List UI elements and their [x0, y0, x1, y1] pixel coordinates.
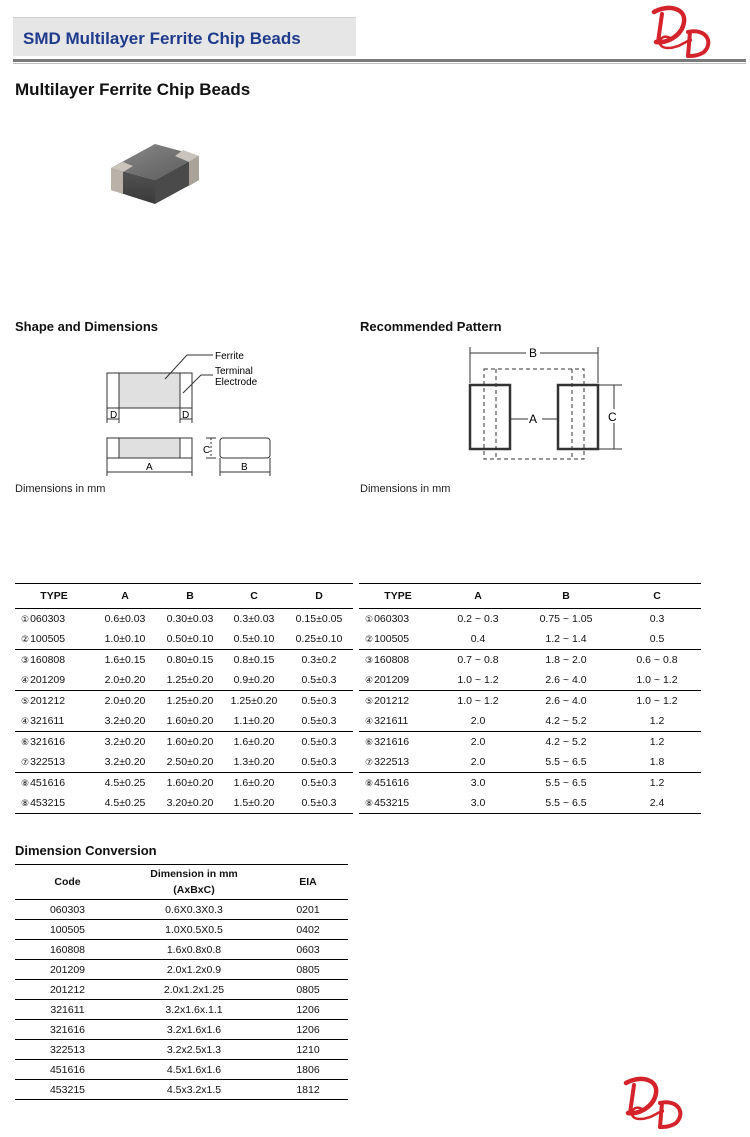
dim-d-cell: 0.5±0.3 [301, 695, 337, 707]
dim-a-cell: 0.6±0.03 [104, 613, 146, 625]
dim-c-cell: 0.9±0.20 [233, 674, 275, 686]
type-cell [15, 609, 93, 630]
dim-c-cell: 1.5±0.20 [233, 797, 275, 809]
pattern-a-cell: 3.0 [470, 777, 486, 789]
table-row [15, 960, 348, 980]
code-cell: 321616 [15, 1020, 120, 1040]
type-code: 453215 [374, 797, 410, 809]
dim-d-cell: 0.25±0.10 [295, 633, 343, 645]
col-b: B [186, 590, 194, 602]
dim-b-cell: 2.50±0.20 [166, 756, 214, 768]
dim-d-cell: 0.5±0.3 [301, 797, 337, 809]
dimension-cell: 1.6x0.8x0.8 [120, 940, 268, 960]
type-number: ② [365, 634, 374, 644]
shape-dimension-drawing [95, 343, 280, 481]
dim-c-cell: 1.6±0.20 [233, 736, 275, 748]
dim-a-cell: 1.6±0.15 [104, 654, 146, 666]
code-cell: 201209 [15, 960, 120, 980]
dim-a-cell: 1.0±0.10 [104, 633, 146, 645]
pattern-units-note: Dimensions in mm [360, 483, 451, 495]
dim-b-cell: 1.60±0.20 [166, 777, 214, 789]
table-row [359, 773, 701, 794]
type-cell [15, 732, 93, 753]
dim-c-cell: 0.3±0.03 [233, 613, 275, 625]
pattern-a-cell: 0.4 [470, 633, 486, 645]
col-type: TYPE [384, 590, 412, 602]
chip-bead-photo [105, 138, 205, 213]
pattern-b-cell: 1.2 ~ 1.4 [545, 633, 587, 645]
dim-c-cell: 0.5±0.10 [233, 633, 275, 645]
dim-d-cell: 0.5±0.3 [301, 674, 337, 686]
table-row [15, 1020, 348, 1040]
pattern-c-cell: 1.0 ~ 1.2 [636, 674, 678, 686]
pattern-a-cell: 2.0 [470, 736, 486, 748]
col-dimension-line1: Dimension in mm [150, 868, 238, 880]
dim-a-cell: 3.2±0.20 [104, 715, 146, 727]
eia-cell: 1812 [268, 1080, 348, 1100]
type-cell [359, 773, 437, 794]
type-number: ① [21, 614, 30, 624]
dim-d-cell: 0.3±0.2 [301, 654, 337, 666]
table-row [15, 773, 353, 794]
dim-a-label: A [146, 462, 153, 473]
type-number: ⑤ [365, 696, 374, 706]
company-logo [640, 2, 720, 60]
dim-d-cell: 0.5±0.3 [301, 777, 337, 789]
col-dimension [120, 865, 268, 900]
code-cell: 322513 [15, 1040, 120, 1060]
table-row [15, 940, 348, 960]
type-number: ③ [365, 655, 374, 665]
dim-c-cell: 1.3±0.20 [233, 756, 275, 768]
table-row [15, 1080, 348, 1100]
type-cell [15, 629, 93, 650]
type-cell [359, 691, 437, 712]
type-code: 201212 [374, 695, 410, 707]
pattern-a-cell: 2.0 [470, 715, 486, 727]
pattern-a-label: A [529, 412, 538, 426]
type-number: ② [21, 634, 30, 644]
dim-a-cell: 2.0±0.20 [104, 674, 146, 686]
type-number: ⑥ [21, 737, 30, 747]
code-cell: 100505 [15, 920, 120, 940]
code-cell: 060303 [15, 900, 120, 920]
logo-text: QD [680, 32, 682, 33]
eia-cell: 0805 [268, 960, 348, 980]
type-cell [15, 650, 93, 671]
dim-c-label: C [203, 445, 211, 456]
pattern-b-cell: 5.5 ~ 6.5 [545, 777, 587, 789]
dim-b-cell: 3.20±0.20 [166, 797, 214, 809]
dim-a-cell: 4.5±0.25 [104, 797, 146, 809]
page-title: Multilayer Ferrite Chip Beads [15, 80, 251, 99]
type-code: 100505 [374, 633, 410, 645]
type-code: 201209 [30, 674, 66, 686]
pattern-c-cell: 1.0 ~ 1.2 [636, 695, 678, 707]
type-cell [15, 691, 93, 712]
col-a: A [121, 590, 129, 602]
table-row [359, 752, 701, 773]
dimension-cell: 3.2x1.6x.1.1 [120, 1000, 268, 1020]
dimension-cell: 4.5x1.6x1.6 [120, 1060, 268, 1080]
type-cell [15, 711, 93, 732]
type-code: 321611 [374, 715, 409, 727]
pattern-b-cell: 0.75 ~ 1.05 [539, 613, 593, 625]
dim-d-left: D [110, 410, 118, 421]
type-code: 322513 [30, 756, 66, 768]
table-header-row [15, 584, 353, 609]
col-type: TYPE [40, 590, 68, 602]
electrode-label: Electrode [215, 377, 258, 388]
type-code: 321611 [30, 715, 65, 727]
type-number: ⑧ [365, 778, 374, 788]
pattern-b-cell: 5.5 ~ 6.5 [545, 797, 587, 809]
table-row [15, 670, 353, 691]
table-header-row [15, 865, 348, 900]
pattern-b-cell: 5.5 ~ 6.5 [545, 756, 587, 768]
dimension-cell: 1.0X0.5X0.5 [120, 920, 268, 940]
dim-b-label: B [241, 462, 248, 473]
eia-cell: 0402 [268, 920, 348, 940]
type-code: 100505 [30, 633, 66, 645]
eia-cell: 1206 [268, 1000, 348, 1020]
dim-b-cell: 0.80±0.15 [166, 654, 214, 666]
pattern-b-cell: 2.6 ~ 4.0 [545, 674, 587, 686]
pattern-a-cell: 1.0 ~ 1.2 [457, 674, 499, 686]
type-code: 321616 [30, 736, 66, 748]
type-number: ⑥ [365, 737, 374, 747]
shape-section-title: Shape and Dimensions [15, 319, 159, 334]
col-d: D [315, 590, 323, 602]
type-cell [359, 629, 437, 650]
eia-cell: 0201 [268, 900, 348, 920]
dim-b-cell: 0.50±0.10 [166, 633, 214, 645]
type-code: 201212 [30, 695, 66, 707]
pattern-c-cell: 1.2 [649, 715, 665, 727]
table-row [15, 752, 353, 773]
dim-b-cell: 1.60±0.20 [166, 715, 214, 727]
pattern-a-cell: 3.0 [470, 797, 486, 809]
type-cell [15, 670, 93, 691]
eia-cell: 1206 [268, 1020, 348, 1040]
type-number: ⑧ [21, 798, 30, 808]
code-cell: 160808 [15, 940, 120, 960]
table-row [15, 793, 353, 814]
table-row [15, 609, 353, 630]
dim-c-cell: 1.6±0.20 [233, 777, 275, 789]
dim-d-cell: 0.5±0.3 [301, 736, 337, 748]
table-row [15, 691, 353, 712]
table-row [15, 629, 353, 650]
table-row [15, 980, 348, 1000]
table-row [15, 1040, 348, 1060]
table-row [15, 732, 353, 753]
type-number: ④ [365, 716, 374, 726]
dimension-cell: 3.2x2.5x1.3 [120, 1040, 268, 1060]
type-number: ⑦ [21, 757, 30, 767]
table-row [15, 1000, 348, 1020]
type-cell [15, 752, 93, 773]
pattern-c-cell: 0.3 [649, 613, 665, 625]
type-number: ⑤ [21, 696, 30, 706]
dim-d-cell: 0.5±0.3 [301, 756, 337, 768]
code-cell: 453215 [15, 1080, 120, 1100]
pattern-c-label: C [608, 410, 617, 424]
type-number: ① [365, 614, 374, 624]
dimension-cell: 2.0x1.2x0.9 [120, 960, 268, 980]
dim-d-right: D [182, 410, 190, 421]
col-c: C [653, 590, 661, 602]
dim-a-cell: 4.5±0.25 [104, 777, 146, 789]
eia-cell: 0805 [268, 980, 348, 1000]
pattern-c-cell: 1.8 [649, 756, 665, 768]
type-cell [359, 650, 437, 671]
dim-b-cell: 1.25±0.20 [166, 674, 214, 686]
type-cell [15, 773, 93, 794]
type-cell [359, 609, 437, 630]
type-number: ④ [21, 716, 30, 726]
dimension-cell: 2.0x1.2x1.25 [120, 980, 268, 1000]
type-code: 160808 [30, 654, 66, 666]
table-row [359, 711, 701, 732]
type-cell [359, 670, 437, 691]
dim-c-cell: 1.1±0.20 [233, 715, 275, 727]
table-row [359, 732, 701, 753]
type-cell [359, 732, 437, 753]
ferrite-label: Ferrite [215, 351, 244, 362]
header-rule [13, 59, 746, 62]
type-number: ⑧ [365, 798, 374, 808]
type-code: 060303 [374, 613, 410, 625]
code-cell: 201212 [15, 980, 120, 1000]
conversion-section-title: Dimension Conversion [15, 843, 157, 858]
pattern-b-cell: 2.6 ~ 4.0 [545, 695, 587, 707]
table-row [359, 793, 701, 814]
shape-units-note: Dimensions in mm [15, 483, 106, 495]
type-code: 451616 [30, 777, 66, 789]
table-row [15, 920, 348, 940]
col-eia: EIA [299, 876, 317, 888]
pattern-c-cell: 0.5 [649, 633, 665, 645]
table-header-row [359, 584, 701, 609]
table-row [15, 900, 348, 920]
table-row [359, 691, 701, 712]
code-cell: 321611 [15, 1000, 120, 1020]
col-b: B [562, 590, 570, 602]
conversion-table [15, 864, 348, 1100]
col-code: Code [54, 876, 81, 888]
type-number: ⑧ [21, 778, 30, 788]
type-code: 160808 [374, 654, 410, 666]
type-number: ③ [21, 655, 30, 665]
dim-c-cell: 0.8±0.15 [233, 654, 275, 666]
type-number: ④ [21, 675, 30, 685]
pattern-table [359, 583, 701, 814]
table-row [15, 650, 353, 671]
dim-a-cell: 3.2±0.20 [104, 736, 146, 748]
pattern-a-cell: 0.2 ~ 0.3 [457, 613, 499, 625]
pattern-c-cell: 0.6 ~ 0.8 [636, 654, 678, 666]
dimensions-table [15, 583, 353, 814]
type-number: ④ [365, 675, 374, 685]
pattern-a-cell: 2.0 [470, 756, 486, 768]
pattern-b-cell: 4.2 ~ 5.2 [545, 715, 587, 727]
pattern-c-cell: 2.4 [649, 797, 665, 809]
dim-c-cell: 1.25±0.20 [230, 695, 278, 707]
table-row [359, 629, 701, 650]
dim-b-cell: 0.30±0.03 [166, 613, 214, 625]
terminal-label: Terminal [215, 366, 253, 377]
dim-b-cell: 1.60±0.20 [166, 736, 214, 748]
dim-b-cell: 1.25±0.20 [166, 695, 214, 707]
type-cell [15, 793, 93, 814]
type-code: 451616 [374, 777, 410, 789]
pattern-c-cell: 1.2 [649, 777, 665, 789]
pattern-b-label: B [529, 346, 538, 360]
col-c: C [250, 590, 258, 602]
type-code: 060303 [30, 613, 66, 625]
table-row [15, 711, 353, 732]
header-rule-thin [13, 63, 746, 64]
eia-cell: 0603 [268, 940, 348, 960]
header-title: SMD Multilayer Ferrite Chip Beads [23, 29, 301, 48]
dim-a-cell: 3.2±0.20 [104, 756, 146, 768]
dim-d-cell: 0.15±0.05 [295, 613, 343, 625]
dim-d-cell: 0.5±0.3 [301, 715, 337, 727]
type-cell [359, 711, 437, 732]
pattern-section-title: Recommended Pattern [360, 319, 502, 334]
dimension-cell: 4.5x3.2x1.5 [120, 1080, 268, 1100]
dim-a-cell: 2.0±0.20 [104, 695, 146, 707]
table-row [359, 670, 701, 691]
table-row [359, 609, 701, 630]
pattern-a-cell: 0.7 ~ 0.8 [457, 654, 499, 666]
type-code: 201209 [374, 674, 410, 686]
type-code: 321616 [374, 736, 410, 748]
type-code: 453215 [30, 797, 66, 809]
pattern-b-cell: 4.2 ~ 5.2 [545, 736, 587, 748]
type-code: 322513 [374, 756, 410, 768]
pattern-a-cell: 1.0 ~ 1.2 [457, 695, 499, 707]
type-cell [359, 793, 437, 814]
col-dimension-line2: (AxBxC) [173, 884, 215, 896]
pattern-drawing [462, 343, 627, 473]
pattern-b-cell: 1.8 ~ 2.0 [545, 654, 587, 666]
table-row [15, 1060, 348, 1080]
code-cell: 451616 [15, 1060, 120, 1080]
pattern-c-cell: 1.2 [649, 736, 665, 748]
eia-cell: 1806 [268, 1060, 348, 1080]
type-cell [359, 752, 437, 773]
eia-cell: 1210 [268, 1040, 348, 1060]
type-number: ⑦ [365, 757, 374, 767]
footer-logo [612, 1072, 692, 1132]
table-row [359, 650, 701, 671]
dimension-cell: 3.2x1.6x1.6 [120, 1020, 268, 1040]
col-a: A [474, 590, 482, 602]
dimension-cell: 0.6X0.3X0.3 [120, 900, 268, 920]
